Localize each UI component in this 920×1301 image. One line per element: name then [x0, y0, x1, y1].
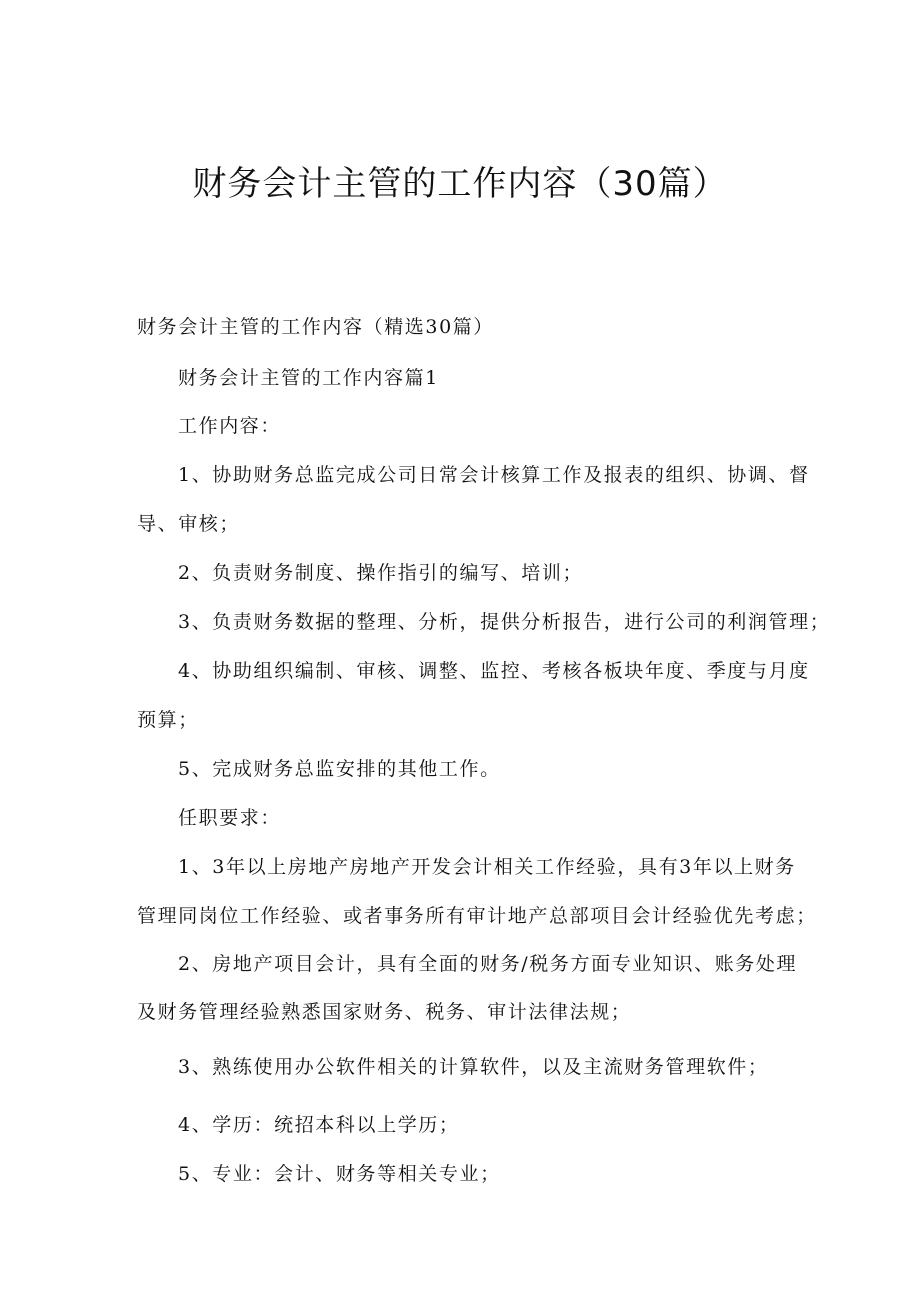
paragraph-label: 工作内容： — [178, 415, 282, 437]
document-subtitle: 财务会计主管的工作内容（精选30篇） — [137, 316, 494, 338]
paragraph-line: 2、负责财务制度、操作指引的编写、培训； — [178, 562, 584, 584]
paragraph-line: 预算； — [137, 709, 199, 731]
paragraph-line: 及财务管理经验熟悉国家财务、税务、审计法律法规； — [137, 1001, 632, 1023]
paragraph-line: 3、负责财务数据的整理、分析，提供分析报告，进行公司的利润管理； — [178, 611, 831, 633]
paragraph-line: 5、专业：会计、财务等相关专业； — [178, 1163, 501, 1185]
section-heading: 财务会计主管的工作内容篇1 — [178, 367, 439, 389]
paragraph-line: 5、完成财务总监安排的其他工作。 — [178, 758, 501, 780]
paragraph-line: 管理同岗位工作经验、或者事务所有审计地产总部项目会计经验优先考虑； — [137, 905, 817, 927]
paragraph-label: 任职要求： — [178, 807, 282, 829]
paragraph-line: 3、熟练使用办公软件相关的计算软件，以及主流财务管理软件； — [178, 1056, 769, 1078]
paragraph-line: 1、协助财务总监完成公司日常会计核算工作及报表的组织、协调、督 — [178, 464, 810, 486]
paragraph-line: 4、协助组织编制、审核、调整、监控、考核各板块年度、季度与月度 — [178, 660, 810, 682]
paragraph-line: 2、房地产项目会计，具有全面的财务/税务方面专业知识、账务处理 — [178, 953, 798, 975]
paragraph-line: 导、审核； — [137, 513, 241, 535]
paragraph-line: 1、3年以上房地产房地产开发会计相关工作经验，具有3年以上财务 — [178, 856, 796, 878]
paragraph-line: 4、学历：统招本科以上学历； — [178, 1114, 460, 1136]
document-title: 财务会计主管的工作内容（30篇） — [192, 164, 728, 204]
